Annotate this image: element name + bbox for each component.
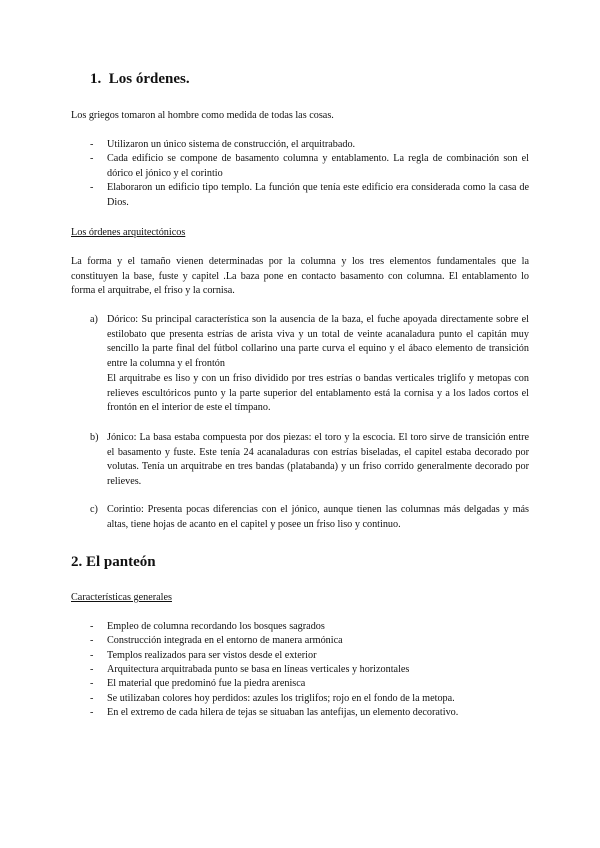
section1-bullet-2: Cada edificio se compone de basamento columna y entablamento. La regla de combinación son el dórico el jónico y el corintio [107,153,529,179]
order-marker-b: b) [90,432,99,443]
section1-title: Los órdenes. [108,71,190,87]
order-ionic-text: Jónico: La basa estaba compuesta por dos piezas: el toro y la escocia. El toro sirve de transición entre el basamento y fuste. Este tenía 24 acanaladuras con estrías biseladas, el capitel estaba decorado por volutas. Tenía un arquitrabe en tres bandas (platabanda) y un friso corrido generalmente decorado por relieves. [107,432,529,487]
section1-bullet-1: Utilizaron un único sistema de construcción, el arquitrabado. [107,139,356,150]
order-marker-a: a) [90,314,98,325]
section2-bullet-1: Empleo de columna recordando los bosques sagrados [107,621,325,632]
section1-number: 1. [90,71,102,87]
section2-bullet-5: El material que predominó fue la piedra arenisca [107,678,306,689]
bullet-dash: - [90,153,94,164]
order-doric-text: Dórico: Su principal característica son la ausencia de la baza, el fuche apoyada directamente sobre el estilobato que presenta estrías de arista viva y un total de veinte acanaladura punto el capitán muy sencillo la parte final del fútbol collarino una parte curva el equino y el ábaco elemento de transición entre la columna y el frontón [107,314,529,369]
bullet-dash: - [90,707,94,718]
section2-bullet-7: En el extremo de cada hilera de tejas se situaban las antefijas, un elemento decorativo. [107,707,459,718]
section2-bullet-4: Arquitectura arquitrabada punto se basa en líneas verticales y horizontales [107,664,410,675]
section1-heading [90,71,190,88]
bullet-dash: - [90,635,94,646]
orders-subheading: Los órdenes arquitectónicos [71,227,186,238]
section1-intro: Los griegos tomaron al hombre como medida de todas las cosas. [71,110,334,121]
bullet-dash: - [90,182,94,193]
order-corinthian-text: Corintio: Presenta pocas diferencias con el jónico, aunque tienen las columnas más delgadas y más altas, tiene hojas de acanto en el capitel y posee un friso liso y continuo. [107,504,529,530]
section2-bullet-3: Templos realizados para ser vistos desde el exterior [107,650,317,661]
section2-bullet-2: Construcción integrada en el entorno de manera armónica [107,635,343,646]
section2-bullet-6: Se utilizaban colores hoy perdidos: azules los triglifos; rojo en el fondo de la metopa. [107,693,455,704]
section1-bullet-3: Elaboraron un edificio tipo templo. La función que tenía este edificio era considerada como la casa de Dios. [107,182,529,208]
bullet-dash: - [90,693,94,704]
orders-paragraph: La forma y el tamaño vienen determinadas por la columna y los tres elementos fundamentales que la constituyen la base, fuste y capitel .La baza pone en contacto basamento con columna. El entablamento lo forma el arquitrabe, el friso y la cornisa. [71,256,529,297]
bullet-dash: - [90,621,94,632]
general-characteristics-subheading: Características generales [71,592,172,603]
section2-heading: 2. El panteón [71,554,156,570]
order-marker-c: c) [90,504,98,515]
bullet-dash: - [90,664,94,675]
bullet-dash: - [90,139,94,150]
bullet-dash: - [90,650,94,661]
bullet-dash: - [90,678,94,689]
order-doric-text-2: El arquitrabe es liso y con un friso dividido por tres estrías o bandas verticales triglifo y metopas con relieves escultóricos punto y la parte superior del entablamento está la cornisa y a los lados cortos el frontón en el interior de este el tímpano. [107,373,529,414]
